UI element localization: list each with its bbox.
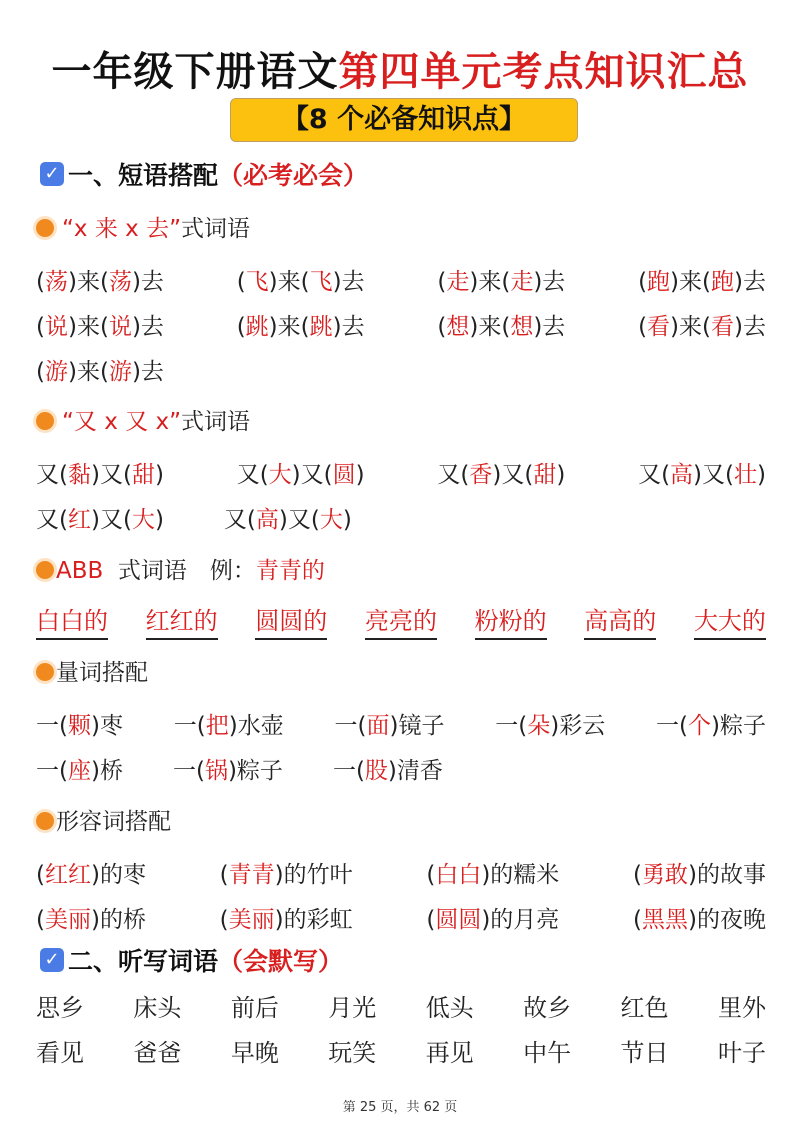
phrase-text: )的彩虹 [274,906,353,933]
answer-text: 跑 [711,268,734,295]
phrase-text: 一( [36,757,68,784]
dictation-word: 玩笑 [328,1038,377,1067]
measure-phrase [36,707,123,740]
answer-text: 青青 [228,861,275,888]
phrase-text: )来( [268,313,310,340]
sub3-example: 青青的 [255,558,325,584]
phrase-text: )粽子 [710,712,766,739]
phrase-text: 一( [495,712,528,739]
subhead-abb [36,554,325,588]
answer-text: 股 [364,757,388,784]
laiqu-row [36,304,766,344]
subhead-adjective [36,805,171,839]
phrase-text: 又( [36,506,68,533]
phrase-text: )来( [67,358,109,385]
adjective-phrase [220,901,353,934]
phrase-text: )去 [131,268,164,295]
answer-text: 大 [319,506,343,533]
dictation-word: 思乡 [36,993,84,1022]
phrase-text: )的竹叶 [274,861,353,888]
phrase-text: )的月亮 [481,906,560,933]
page-title [0,40,800,97]
laiqu-phrase [437,308,565,341]
abb-word: 大大的 [694,601,766,640]
phrase-text: ( [36,268,45,295]
measure-phrase [36,752,123,785]
laiqu-phrase [237,308,365,341]
answer-text: 跳 [309,313,333,340]
measure-phrase [173,752,283,785]
you-phrase [224,501,352,534]
phrase-text: ) [556,461,566,488]
laiqu-phrase [638,263,766,296]
phrase-text: )又( [90,506,132,533]
phrase-text: ( [219,906,229,933]
phrase-text: ) [154,461,164,488]
answer-text: 美丽 [44,906,91,933]
answer-text: 想 [510,313,534,340]
answer-text: 大 [131,506,155,533]
measure-phrase [656,707,766,740]
answer-text: 座 [67,757,91,784]
answer-text: 走 [446,268,470,295]
adjective-phrase [36,901,146,934]
sub5-label: 形容词搭配 [56,809,171,835]
subhead-you [36,405,250,439]
abb-word-row [36,600,766,640]
answer-text: 大 [268,461,292,488]
phrase-text: )又( [693,461,734,488]
measure-phrase [174,707,284,740]
laiqu-phrase [638,308,766,341]
laiqu-phrase [437,263,565,296]
answer-text: 圆圆 [435,906,482,933]
abb-word: 高高的 [584,601,656,640]
answer-text: 说 [44,313,68,340]
sub1-pattern: “x 来 x 去” [62,216,181,242]
phrase-text: ) [355,461,365,488]
dictation-word: 床头 [133,993,182,1022]
title-part2: 第四单元考点知识汇总 [338,49,749,95]
you-phrase [437,456,565,489]
adjective-phrase [633,901,766,934]
dictation-word: 低头 [425,993,474,1022]
phrase-text: )镜子 [389,712,445,739]
dictation-row [36,1030,766,1070]
answer-text: 面 [366,712,390,739]
sub2-pattern: “又 x 又 x” [62,409,181,435]
phrase-text: ) [757,461,766,488]
you-row [36,497,766,537]
answer-text: 壮 [734,461,757,488]
abb-word: 红红的 [146,601,218,640]
adjective-phrase [633,856,766,889]
answer-text: 想 [446,313,470,340]
answer-text: 个 [687,712,711,739]
phrase-text: ( [36,313,45,340]
phrase-text: ( [437,268,447,295]
laiqu-phrase [36,263,164,296]
phrase-text: ( [236,313,246,340]
phrase-text: ( [638,268,648,295]
you-row [36,452,766,492]
phrase-text: ( [633,861,642,888]
adjective-phrase [426,901,559,934]
answer-text: 红红 [44,861,91,888]
phrase-text: )彩云 [550,712,606,739]
answer-text: 游 [108,358,132,385]
phrase-text: ( [638,313,648,340]
phrase-text: 一( [334,712,367,739]
phrase-text: )枣 [90,712,123,739]
phrase-text: )来( [469,313,511,340]
section1-note: （必考必会） [218,161,369,190]
laiqu-phrase [36,353,164,386]
answer-text: 跳 [245,313,269,340]
laiqu-row [36,349,766,389]
laiqu-phrase [237,263,365,296]
dictation-word: 里外 [717,993,766,1022]
answer-text: 红 [67,506,91,533]
orange-dot-icon [36,663,54,681]
adjective-row [36,852,766,892]
abb-word: 粉粉的 [475,601,547,640]
phrase-text: 又( [638,461,671,488]
dictation-word: 再见 [425,1038,474,1067]
section-phrase-matching [40,156,368,196]
phrase-text: )水壶 [228,712,284,739]
dictation-word: 中午 [523,1038,572,1067]
measure-row [36,703,766,743]
phrase-text: 一( [172,757,205,784]
adjective-phrase [220,856,353,889]
phrase-text: ( [426,906,436,933]
answer-text: 看 [711,313,734,340]
sub3-label: ABB [56,558,104,584]
dictation-word: 前后 [230,993,279,1022]
answer-text: 荡 [44,268,68,295]
phrase-text: ( [219,861,229,888]
measure-row [36,748,766,788]
phrase-text: )去 [533,268,566,295]
answer-text: 高 [670,461,694,488]
dictation-word: 看见 [36,1038,84,1067]
answer-text: 颗 [67,712,91,739]
phrase-text: ( [633,906,642,933]
laiqu-phrase [36,308,164,341]
phrase-text: )的枣 [90,861,146,888]
phrase-text: 一( [173,712,206,739]
answer-text: 游 [44,358,68,385]
phrase-text: )来( [469,268,511,295]
abb-word: 白白的 [36,601,108,640]
answer-text: 说 [108,313,132,340]
phrase-text: )去 [131,313,164,340]
section2-note: （会默写） [218,947,344,976]
abb-word: 亮亮的 [365,601,437,640]
phrase-text: )又( [278,506,320,533]
measure-phrase [333,752,443,785]
section2-title: 二、听写词语 [68,947,219,976]
sub1-suffix: 式词语 [181,216,250,242]
answer-text: 飞 [309,268,333,295]
phrase-text: )去 [734,268,766,295]
orange-dot-icon [36,812,54,830]
dictation-word: 早晚 [230,1038,279,1067]
measure-phrase [335,707,445,740]
phrase-text: )又( [492,461,534,488]
answer-text: 看 [647,313,671,340]
answer-text: 圆 [332,461,356,488]
you-phrase [237,456,365,489]
dictation-word: 月光 [328,993,377,1022]
answer-text: 黑黑 [642,906,688,933]
phrase-text: )的糯米 [481,861,560,888]
phrase-text: )去 [533,313,566,340]
phrase-text: )去 [332,268,365,295]
phrase-text: )来( [670,313,711,340]
answer-text: 锅 [204,757,228,784]
answer-text: 把 [205,712,229,739]
phrase-text: 一( [36,712,68,739]
adjective-phrase [426,856,559,889]
dictation-word: 红色 [620,993,669,1022]
phrase-text: )又( [291,461,333,488]
orange-dot-icon [36,412,54,430]
phrase-text: 又( [236,461,269,488]
phrase-text: )的故事 [688,861,766,888]
check-box-icon: ✓ [40,948,64,972]
sub3-text: 式词语 例： [117,558,256,584]
orange-dot-icon [36,219,54,237]
phrase-text: )去 [734,313,766,340]
answer-text: 高 [255,506,279,533]
phrase-text: )去 [332,313,365,340]
subhead-measure [36,656,148,690]
phrase-text: 又( [223,506,256,533]
phrase-text: ( [426,861,436,888]
sub4-label: 量词搭配 [56,660,148,686]
answer-text: 香 [469,461,493,488]
answer-text: 跑 [647,268,671,295]
dictation-word: 爸爸 [133,1038,182,1067]
phrase-text: ) [154,506,164,533]
section-dictation [40,942,343,982]
laiqu-row [36,259,766,299]
page-number: 第 25 页，共 62 页 [342,1100,458,1115]
phrase-text: ( [36,861,45,888]
answer-text: 荡 [108,268,132,295]
you-phrase [638,456,766,489]
abb-word: 圆圆的 [255,601,327,640]
subhead-laiqu [36,212,250,246]
answer-text: 甜 [533,461,557,488]
title-part1: 一年级下册语文 [51,49,339,95]
phrase-text: )又( [90,461,132,488]
phrase-text: 又( [36,461,68,488]
dictation-word: 节日 [620,1038,669,1067]
answer-text: 美丽 [228,906,275,933]
phrase-text: ( [437,313,447,340]
knowledge-count-badge: 【8 个必备知识点】 [230,98,578,142]
phrase-text: )粽子 [227,757,283,784]
phrase-text: ( [36,358,45,385]
phrase-text: ( [36,906,45,933]
dictation-row [36,985,766,1025]
phrase-text: 一( [332,757,365,784]
section1-title: 一、短语搭配 [68,161,219,190]
orange-dot-icon [36,561,54,579]
phrase-text: )去 [131,358,164,385]
phrase-text: ( [236,268,246,295]
phrase-text: )来( [67,268,109,295]
answer-text: 朵 [527,712,551,739]
answer-text: 勇敢 [642,861,688,888]
phrase-text: )来( [67,313,109,340]
answer-text: 黏 [67,461,91,488]
phrase-text: 又( [437,461,470,488]
answer-text: 白白 [435,861,482,888]
phrase-text: )的夜晚 [688,906,766,933]
phrase-text: )桥 [90,757,123,784]
check-box-icon: ✓ [40,162,64,186]
you-phrase [36,456,164,489]
dictation-word: 故乡 [523,993,572,1022]
sub2-suffix: 式词语 [181,409,250,435]
phrase-text: )来( [268,268,310,295]
answer-text: 甜 [131,461,155,488]
adjective-row [36,897,766,937]
phrase-text: )的桥 [90,906,146,933]
answer-text: 飞 [245,268,269,295]
answer-text: 走 [510,268,534,295]
phrase-text: )清香 [387,757,443,784]
measure-phrase [495,707,605,740]
phrase-text: 一( [656,712,688,739]
adjective-phrase [36,856,146,889]
phrase-text: )来( [670,268,711,295]
you-phrase [36,501,164,534]
phrase-text: ) [342,506,352,533]
dictation-word: 叶子 [717,1038,766,1067]
